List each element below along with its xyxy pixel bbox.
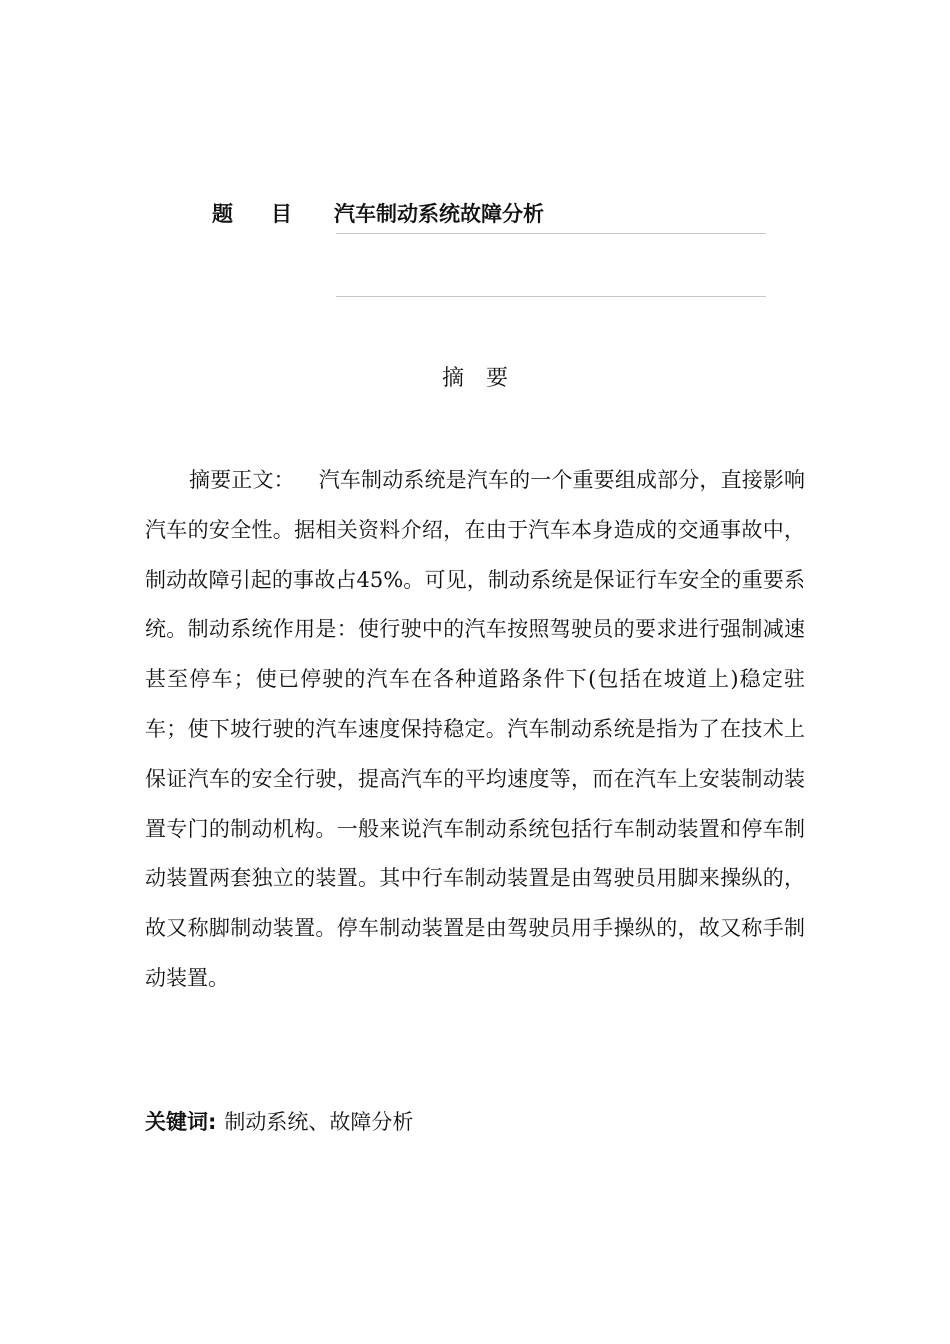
abstract-body: [145, 456, 805, 1004]
title-value: 汽车制动系统故障分析: [334, 202, 544, 226]
title-label: 题目: [212, 202, 330, 226]
title-underline-second: [336, 296, 766, 297]
abstract-lead: 摘要正文：: [189, 468, 295, 492]
keywords-label: 关键词:: [145, 1110, 217, 1134]
title-underline: [336, 233, 766, 234]
abstract-heading: 摘要: [441, 366, 530, 391]
keywords-line: [145, 1106, 413, 1136]
abstract-text: 汽车制动系统是汽车的一个重要组成部分，直接影响汽车的安全性。据相关资料介绍，在由于汽车本身造成的交通事故中，制动故障引起的事故占45%。可见，制动系统是保证行车安全的重要系统。制动系统作用是：使行驶中的汽车按照驾驶员的要求进行强制减速甚至停车；使已停驶的汽车在各种道路条件下(包括在坡道上)稳定驻车；使下坡行驶的汽车速度保持稳定。汽车制动系统是指为了在技术上保证汽车的安全行驶，提高汽车的平均速度等，而在汽车上安装制动装置专门的制动机构。一般来说汽车制动系统包括行车制动装置和停车制动装置两套独立的装置。其中行车制动装置是由驾驶员用脚来操纵的，故又称脚制动装置。停车制动装置是由驾驶员用手操纵的，故又称手制动装置。: [145, 468, 806, 990]
keywords-value: 制动系统、故障分析: [224, 1110, 414, 1134]
